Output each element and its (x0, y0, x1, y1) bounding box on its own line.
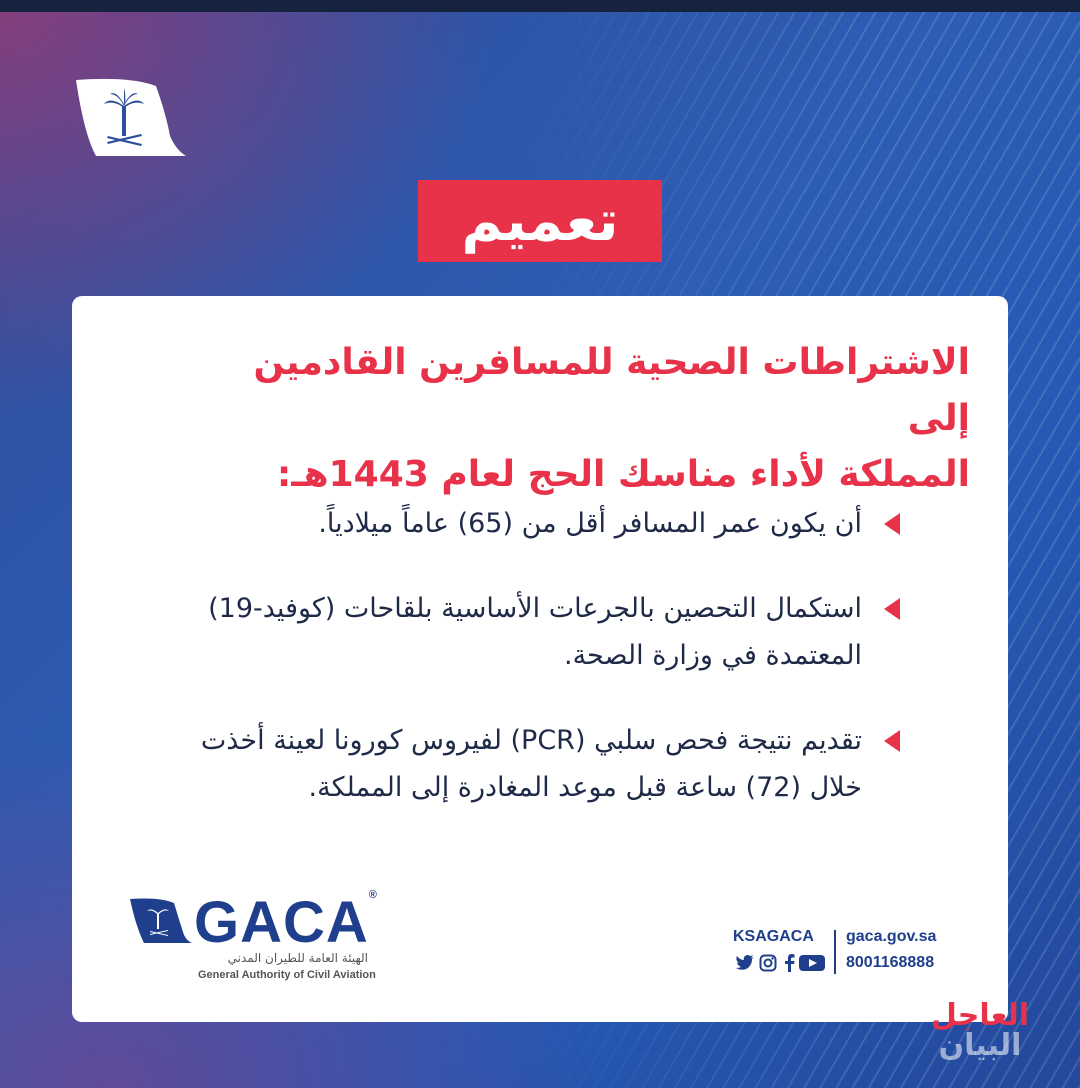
instagram-icon[interactable] (759, 954, 779, 972)
gaca-wordmark: GACA® (194, 889, 378, 955)
triangle-bullet-icon (884, 513, 900, 535)
watermark-line-1: العاجل (930, 998, 1030, 1033)
youtube-icon[interactable] (799, 954, 825, 972)
requirements-list (180, 500, 900, 849)
list-item (180, 500, 900, 547)
gaca-emblem-icon (130, 897, 192, 943)
facebook-icon[interactable] (783, 954, 795, 972)
requirement-text: استكمال التحصين بالجرعات الأساسية بلقاحات (كوفيد-19) المعتمدة في وزارة الصحة. (208, 593, 862, 671)
watermark (920, 998, 1050, 1064)
phone-number: 8001168888 (846, 954, 935, 971)
social-icons (735, 954, 825, 972)
gaca-english-name: General Authority of Civil Aviation (198, 969, 376, 981)
website-link[interactable]: gaca.gov.sa (846, 928, 937, 945)
requirement-text: أن يكون عمر المسافر أقل من (65) عاماً ميلادياً. (318, 508, 862, 539)
title-line-1: الاشتراطات الصحية للمسافرين القادمين إلى (253, 342, 970, 439)
gaca-arabic-name: الهيئة العامة للطيران المدني (227, 951, 368, 965)
gaca-logo (130, 889, 380, 985)
title-line-2: المملكة لأداء مناسك الحج لعام 1443هـ: (276, 454, 970, 495)
list-item (180, 717, 900, 811)
top-bar (0, 0, 1080, 12)
saudi-palm-logo (70, 74, 186, 158)
circular-banner: تعميم (418, 180, 662, 262)
requirement-text: تقديم نتيجة فحص سلبي (PCR) لفيروس كورونا لعينة أخذت خلال (72) ساعة قبل موعد المغادرة إلى المملكة. (200, 725, 862, 803)
list-item (180, 585, 900, 679)
social-handle: KSAGACA (733, 928, 814, 945)
triangle-bullet-icon (884, 598, 900, 620)
contact-divider (834, 930, 836, 974)
watermark-line-2: البيان (938, 1028, 1022, 1063)
twitter-icon[interactable] (735, 954, 755, 972)
page-title (210, 335, 970, 503)
contact-block (733, 928, 963, 980)
triangle-bullet-icon (884, 730, 900, 752)
